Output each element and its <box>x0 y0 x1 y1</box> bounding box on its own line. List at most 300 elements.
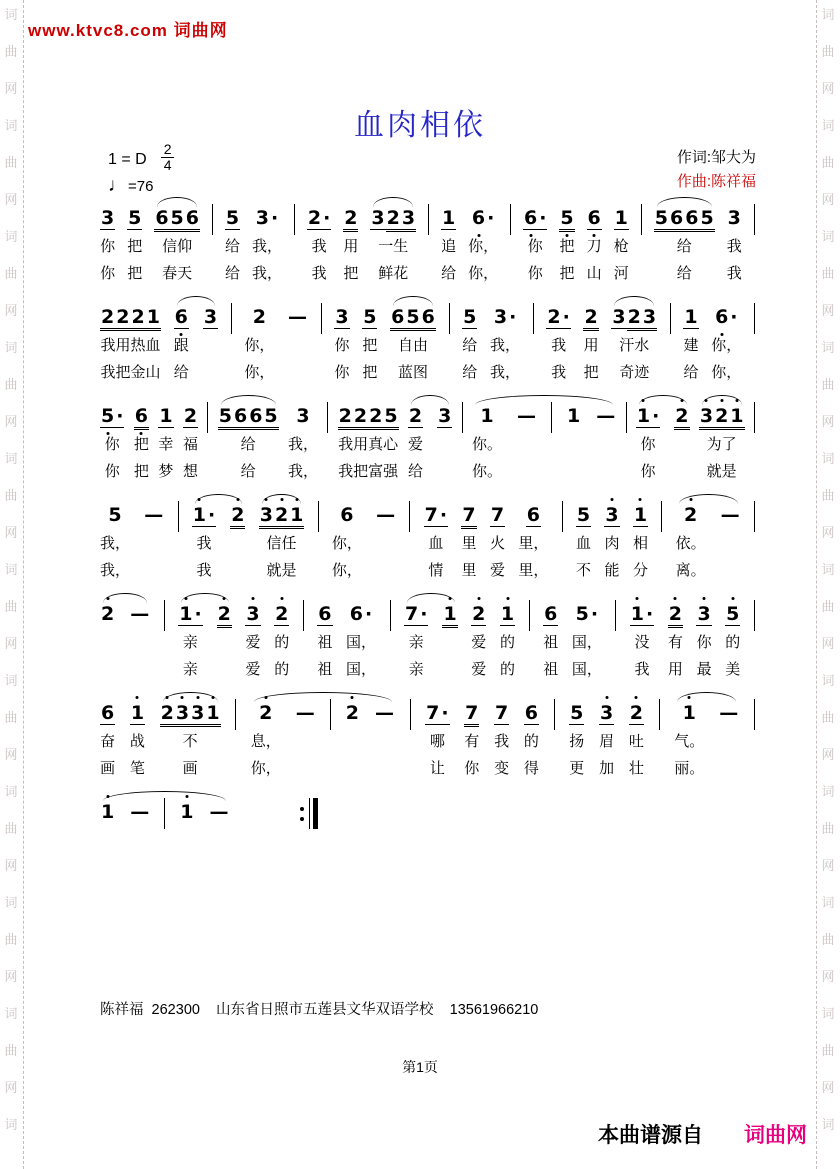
lyric-syllable: 笔 <box>129 760 145 777</box>
lyric-syllable: 你 <box>527 265 543 282</box>
watermark-char: 网 <box>821 969 835 984</box>
slur-group <box>251 691 395 781</box>
lyric-syllable: 梦 <box>158 463 174 480</box>
score-system <box>100 790 318 829</box>
note-token: 7 我 变 <box>494 691 509 781</box>
watermark-char: 曲 <box>4 710 18 725</box>
lyric-syllable: 给 <box>462 364 478 381</box>
barline <box>235 691 236 730</box>
lyric-syllable: 祖 <box>317 634 333 651</box>
watermark-char: 曲 <box>4 155 18 170</box>
lyric-syllable: 我 <box>311 265 327 282</box>
note-token: 6 把 把 <box>134 394 149 484</box>
note-token: 3 你 你 <box>100 196 115 286</box>
note-token: 2 · 我 我 <box>307 196 331 286</box>
barline <box>554 691 555 730</box>
lyric-syllable: 血 <box>428 535 444 552</box>
lyric-syllable: 爱 <box>489 562 505 579</box>
barline <box>428 196 429 235</box>
note-token: 1 · 我 我 <box>192 493 216 583</box>
note-token: 6 5 6 信仰 春天 <box>154 196 200 286</box>
lyric-syllable: 为了 <box>706 436 737 453</box>
note-token: 7 有 你 <box>464 691 479 781</box>
lyric-syllable: 的 <box>274 634 290 651</box>
watermark-char: 曲 <box>4 266 18 281</box>
lyric-syllable: 你 <box>640 436 656 453</box>
note-token: 5 · 国， 国， <box>572 592 602 682</box>
note-token: 1 战 笔 <box>130 691 145 781</box>
watermark-char: 词 <box>821 229 835 244</box>
watermark-char: 词 <box>4 562 18 577</box>
watermark-char: 曲 <box>4 932 18 947</box>
slur-group <box>408 394 452 484</box>
watermark-char: 曲 <box>821 932 835 947</box>
watermark-char: 网 <box>4 858 18 873</box>
note-token: 1 <box>101 801 115 823</box>
note-token: — <box>719 702 739 724</box>
note-token: — <box>516 405 536 427</box>
watermark-char: 词 <box>821 340 835 355</box>
lyric-syllable: 想 <box>182 463 198 480</box>
lyric-syllable: 火 <box>489 535 505 552</box>
watermark-char: 词 <box>4 118 18 133</box>
note-token: 6 · 你 你 <box>523 196 547 286</box>
lyric-syllable: 国， <box>571 634 602 651</box>
lyric-syllable: 一生 <box>378 238 409 255</box>
note-token: 3 · 我， 我， <box>252 196 282 286</box>
note-token: 2 <box>230 493 245 529</box>
watermark-char: 网 <box>821 747 835 762</box>
lyric-syllable: 给 <box>683 364 699 381</box>
barline <box>562 493 563 532</box>
lyric-syllable: 我 <box>726 238 742 255</box>
note-token: 6 跟 给 <box>174 295 189 385</box>
barline <box>670 295 671 334</box>
lyric-syllable: 变 <box>494 760 510 777</box>
lyric-syllable: 把 <box>362 337 378 354</box>
note-token: 5 血 不 <box>576 493 591 583</box>
lyric-syllable: 息， <box>250 733 281 750</box>
note-token: 2 爱 爱 <box>471 592 486 682</box>
lyric-syllable: 爱 <box>245 634 261 651</box>
note-token: 2 吐 壮 <box>629 691 644 781</box>
lyric-syllable: 蓝图 <box>397 364 428 381</box>
note-token: 6 里， 里， <box>518 493 548 583</box>
barline <box>615 592 616 631</box>
lyricist-credit: 作词:邹大为 <box>676 149 756 166</box>
barline <box>164 790 165 829</box>
lyric-syllable: 我， <box>490 337 521 354</box>
lyric-syllable: 不 <box>182 733 198 750</box>
lyric-syllable: 你 <box>104 436 120 453</box>
watermark-char: 词 <box>4 1006 18 1021</box>
lyric-syllable: 信仰 <box>162 238 193 255</box>
lyric-syllable: 的 <box>500 661 516 678</box>
lyric-syllable: 依。 <box>675 535 706 552</box>
note-token: 2 依。 离。 <box>676 493 706 583</box>
lyric-syllable: 山 <box>586 265 602 282</box>
slur-arc <box>163 692 218 702</box>
slur-group <box>674 691 739 781</box>
lyric-syllable: 我把富强 <box>338 463 399 480</box>
score-system <box>100 295 755 385</box>
lyric-syllable: 幸 <box>158 436 174 453</box>
watermark-char: 曲 <box>821 44 835 59</box>
slur-group <box>178 592 232 682</box>
note-token: 3 爱 爱 <box>245 592 260 682</box>
watermark-char: 词 <box>4 784 18 799</box>
barline <box>641 196 642 235</box>
lyric-syllable: 有 <box>464 733 480 750</box>
lyric-syllable: 有 <box>667 634 683 651</box>
lyric-syllable: 我， <box>287 436 318 453</box>
right-watermark <box>819 0 837 1169</box>
lyric-syllable: 把 <box>343 265 359 282</box>
lyric-syllable: 刀 <box>586 238 602 255</box>
note-token: 2 2 2 1 我用热血 我把金山 <box>100 295 161 385</box>
watermark-char: 词 <box>821 895 835 910</box>
note-token: 5 的 美 <box>725 592 740 682</box>
note-token: 6 奋 画 <box>100 691 115 781</box>
lyric-syllable: 你 <box>464 760 480 777</box>
lyric-syllable: 画 <box>182 760 198 777</box>
lyric-syllable: 你， <box>468 238 499 255</box>
watermark-char: 曲 <box>821 377 835 392</box>
lyric-syllable: 分 <box>632 562 648 579</box>
watermark-char: 曲 <box>4 1043 18 1058</box>
note-token: 1 幸 梦 <box>158 394 173 484</box>
watermark-char: 网 <box>821 192 835 207</box>
lyric-syllable: 我， <box>287 463 318 480</box>
watermark-char: 网 <box>4 414 18 429</box>
watermark-char: 词 <box>4 1117 18 1132</box>
barline <box>231 295 232 334</box>
score-system <box>100 394 755 484</box>
note-token: 3 2 3 一生 鲜花 <box>370 196 416 286</box>
note-token: 1 追 给 <box>441 196 456 286</box>
lyric-syllable: 你 <box>334 337 350 354</box>
key-signature <box>108 141 174 197</box>
note-token: 2 · 我 我 <box>546 295 570 385</box>
footer-site-logo[interactable]: 词曲网 <box>744 1124 807 1147</box>
lyric-syllable: 祖 <box>543 661 559 678</box>
lyric-syllable: 壮 <box>628 760 644 777</box>
lyric-syllable: 我用真心 <box>338 436 399 453</box>
barline <box>212 196 213 235</box>
barline <box>533 295 534 334</box>
watermark-char: 曲 <box>4 599 18 614</box>
note-token: 2 用 把 <box>343 196 358 286</box>
watermark-char: 网 <box>821 1080 835 1095</box>
barline <box>164 592 165 631</box>
barline <box>207 394 208 433</box>
note-token: 2 <box>345 702 359 724</box>
watermark-char: 曲 <box>4 377 18 392</box>
note-token: 2 有 用 <box>668 592 683 682</box>
note-token: 6 · 你， 你， <box>711 295 741 385</box>
note-token: 6 的 得 <box>524 691 539 781</box>
barline <box>626 394 627 433</box>
barline <box>529 592 530 631</box>
lyric-syllable: 信任 <box>266 535 297 552</box>
time-signature: $\frac{2}{4}$ <box>161 142 175 173</box>
watermark-char: 曲 <box>821 710 835 725</box>
note-token: 1 建 给 <box>683 295 698 385</box>
lyric-syllable: 加 <box>599 760 615 777</box>
note-token: 5 6 6 5 给 给 <box>654 196 715 286</box>
barline <box>410 691 411 730</box>
lyric-syllable: 不 <box>575 562 591 579</box>
note-token: 1 · 你 你 <box>636 394 660 484</box>
watermark-char: 曲 <box>821 599 835 614</box>
lyric-syllable: 用 <box>583 337 599 354</box>
barline <box>303 592 304 631</box>
tempo-marking: ♩=76 <box>108 175 154 196</box>
lyric-syllable: 更 <box>569 760 585 777</box>
lyric-syllable: 美 <box>725 661 741 678</box>
lyric-syllable: 给 <box>240 463 256 480</box>
watermark-char: 曲 <box>4 821 18 836</box>
slur-group <box>192 493 246 583</box>
lyric-syllable: 画 <box>100 760 116 777</box>
slur-group <box>676 493 741 583</box>
watermark-char: 词 <box>821 562 835 577</box>
site-header-link[interactable]: www.ktvc8.com 词曲网 <box>28 21 228 40</box>
watermark-char: 词 <box>4 229 18 244</box>
note-token: 5 把 把 <box>362 295 377 385</box>
note-token: 5 · 你 你 <box>100 394 124 484</box>
lyric-syllable: 亲 <box>408 634 424 651</box>
note-token: 7 火 爱 <box>490 493 505 583</box>
lyric-syllable: 你， <box>711 364 742 381</box>
lyric-syllable: 亲 <box>408 661 424 678</box>
barline <box>327 394 328 433</box>
watermark-char: 词 <box>4 7 18 22</box>
lyric-syllable: 吐 <box>628 733 644 750</box>
barline <box>178 493 179 532</box>
note-token: 3 你 你 <box>334 295 349 385</box>
lyric-syllable: 把 <box>583 364 599 381</box>
watermark-char: 词 <box>821 451 835 466</box>
note-token: 3 · 我， 我， <box>490 295 520 385</box>
lyric-syllable: 爱 <box>471 634 487 651</box>
note-token: — <box>376 504 396 526</box>
lyric-syllable: 给 <box>224 265 240 282</box>
note-token: 2 3 3 1 不 画 <box>160 691 221 781</box>
lyric-syllable: 给 <box>240 436 256 453</box>
watermark-char: 网 <box>4 747 18 762</box>
lyric-syllable: 就是 <box>706 463 737 480</box>
lyric-syllable: 就是 <box>266 562 297 579</box>
score-system <box>100 691 755 781</box>
lyric-syllable: 用 <box>667 661 683 678</box>
note-token: 1 的 的 <box>500 592 515 682</box>
note-token: — <box>130 603 150 625</box>
barline <box>462 394 463 433</box>
key-label: 1 = D <box>108 150 147 168</box>
note-token: 7 · 血 情 <box>424 493 448 583</box>
watermark-char: 词 <box>4 451 18 466</box>
lyric-syllable: 离。 <box>675 562 706 579</box>
lyric-syllable: 我 <box>634 661 650 678</box>
lyric-syllable: 你， <box>244 364 275 381</box>
lyric-syllable: 你， <box>711 337 742 354</box>
lyric-syllable: 得 <box>523 760 539 777</box>
watermark-char: 网 <box>4 81 18 96</box>
lyric-syllable: 能 <box>604 562 620 579</box>
lyric-syllable: 血 <box>575 535 591 552</box>
lyric-syllable: 爱 <box>407 436 423 453</box>
note-token: — <box>295 702 315 724</box>
watermark-char: 词 <box>821 1006 835 1021</box>
note-token: 5 6 6 5 给 给 <box>218 394 279 484</box>
watermark-char: 曲 <box>821 1043 835 1058</box>
lyric-syllable: 枪 <box>613 238 629 255</box>
note-token: 2 <box>101 603 115 625</box>
watermark-char: 曲 <box>4 488 18 503</box>
watermark-char: 网 <box>4 192 18 207</box>
note-token: — <box>130 801 150 823</box>
watermark-char: 词 <box>4 895 18 910</box>
lyric-syllable: 给 <box>224 238 240 255</box>
barline <box>330 691 331 730</box>
watermark-char: 网 <box>821 81 835 96</box>
lyric-syllable: 我， <box>100 535 131 552</box>
lyric-syllable: 情 <box>428 562 444 579</box>
watermark-char: 词 <box>4 673 18 688</box>
score-system <box>100 493 755 583</box>
note-token: 1 相 分 <box>633 493 648 583</box>
lyric-syllable: 我， <box>252 238 283 255</box>
slur-group <box>174 295 218 385</box>
watermark-char: 网 <box>4 525 18 540</box>
lyric-syllable: 让 <box>429 760 445 777</box>
barline <box>551 394 552 433</box>
lyric-syllable: 里 <box>461 535 477 552</box>
left-dashed-rule <box>23 0 24 1169</box>
barline <box>754 592 755 631</box>
lyric-syllable: 的 <box>500 634 516 651</box>
song-title: 血肉相依 <box>354 109 486 142</box>
lyric-syllable: 我 <box>726 265 742 282</box>
page-number: 第1页 <box>402 1059 438 1075</box>
lyric-syllable: 福 <box>182 436 198 453</box>
lyric-syllable: 你， <box>244 337 275 354</box>
slur-group <box>100 790 229 829</box>
lyric-syllable: 给 <box>441 265 457 282</box>
watermark-char: 网 <box>821 525 835 540</box>
lyric-syllable: 给 <box>407 463 423 480</box>
lyric-syllable: 你 <box>696 634 712 651</box>
note-token: 3 2 1 为了 就是 <box>699 394 745 484</box>
note-token: — <box>596 405 616 427</box>
right-dashed-rule <box>816 0 817 1169</box>
note-token: 5 扬 更 <box>569 691 584 781</box>
barline <box>754 493 755 532</box>
note-token: 2 爱 给 <box>408 394 423 484</box>
lyric-syllable: 把 <box>362 364 378 381</box>
lyric-syllable: 你 <box>100 238 116 255</box>
lyric-syllable: 你 <box>334 364 350 381</box>
lyric-syllable: 我 <box>196 535 212 552</box>
lyric-syllable: 里， <box>518 535 549 552</box>
lyric-syllable: 汗水 <box>619 337 650 354</box>
footer-source-label: 本曲谱源自 <box>598 1124 703 1147</box>
slur-arc <box>373 197 413 207</box>
watermark-char: 词 <box>821 118 835 133</box>
lyric-syllable: 我 <box>551 337 567 354</box>
lyric-syllable: 自由 <box>397 337 428 354</box>
slur-group <box>636 394 690 484</box>
lyric-syllable: 把 <box>127 238 143 255</box>
note-token: — <box>720 504 740 526</box>
watermark-char: 词 <box>821 784 835 799</box>
note-token: 3 我， 我， <box>288 394 318 484</box>
note-token: 6 · 你， 你， <box>468 196 498 286</box>
note-token: 2 福 想 <box>183 394 198 484</box>
note-token: 6 祖 祖 <box>543 592 558 682</box>
lyric-syllable: 把 <box>127 265 143 282</box>
barline <box>659 691 660 730</box>
lyric-syllable: 里， <box>518 562 549 579</box>
lyric-syllable: 你。 <box>471 436 502 453</box>
note-token: 6 刀 山 <box>587 196 602 286</box>
slur-group <box>404 592 458 682</box>
lyric-syllable: 我， <box>490 364 521 381</box>
barline <box>510 196 511 235</box>
lyric-syllable: 跟 <box>173 337 189 354</box>
lyric-syllable: 哪 <box>429 733 445 750</box>
lyric-syllable: 追 <box>441 238 457 255</box>
barline <box>754 394 755 433</box>
note-token: 1 <box>180 801 194 823</box>
lyric-syllable: 把 <box>133 436 149 453</box>
slur-arc <box>221 395 276 405</box>
note-token: 6 5 6 自由 蓝图 <box>390 295 436 385</box>
lyric-syllable: 没 <box>634 634 650 651</box>
lyric-syllable: 把 <box>559 265 575 282</box>
contact-info: 陈祥福 262300 山东省日照市五莲县文华双语学校 13561966210 <box>100 1002 539 1018</box>
lyric-syllable: 里 <box>461 562 477 579</box>
lyric-syllable: 眉 <box>599 733 615 750</box>
note-token: 6 你， 你， <box>332 493 362 583</box>
lyric-syllable: 我用热血 <box>100 337 161 354</box>
lyric-syllable: 爱 <box>471 661 487 678</box>
note-token: 2 的 的 <box>274 592 289 682</box>
lyric-syllable: 的 <box>725 634 741 651</box>
note-token: 2 你， 你， <box>244 295 274 385</box>
lyric-syllable: 爱 <box>245 661 261 678</box>
watermark-char: 曲 <box>821 821 835 836</box>
lyric-syllable: 给 <box>676 238 692 255</box>
watermark-char: 曲 <box>821 266 835 281</box>
lyric-syllable: 祖 <box>543 634 559 651</box>
note-token: 7 里 里 <box>461 493 476 583</box>
barline <box>754 295 755 334</box>
barline <box>294 196 295 235</box>
note-token: — <box>144 504 164 526</box>
lyric-syllable: 你 <box>104 463 120 480</box>
lyric-syllable: 丽。 <box>674 760 705 777</box>
note-token: 3 你 最 <box>696 592 711 682</box>
lyric-syllable: 给 <box>676 265 692 282</box>
lyric-syllable: 给 <box>173 364 189 381</box>
watermark-char: 网 <box>4 303 18 318</box>
lyric-syllable: 扬 <box>569 733 585 750</box>
note-token: 1 <box>442 592 457 628</box>
note-token: 1 · 没 我 <box>630 592 654 682</box>
lyric-syllable: 我 <box>494 733 510 750</box>
